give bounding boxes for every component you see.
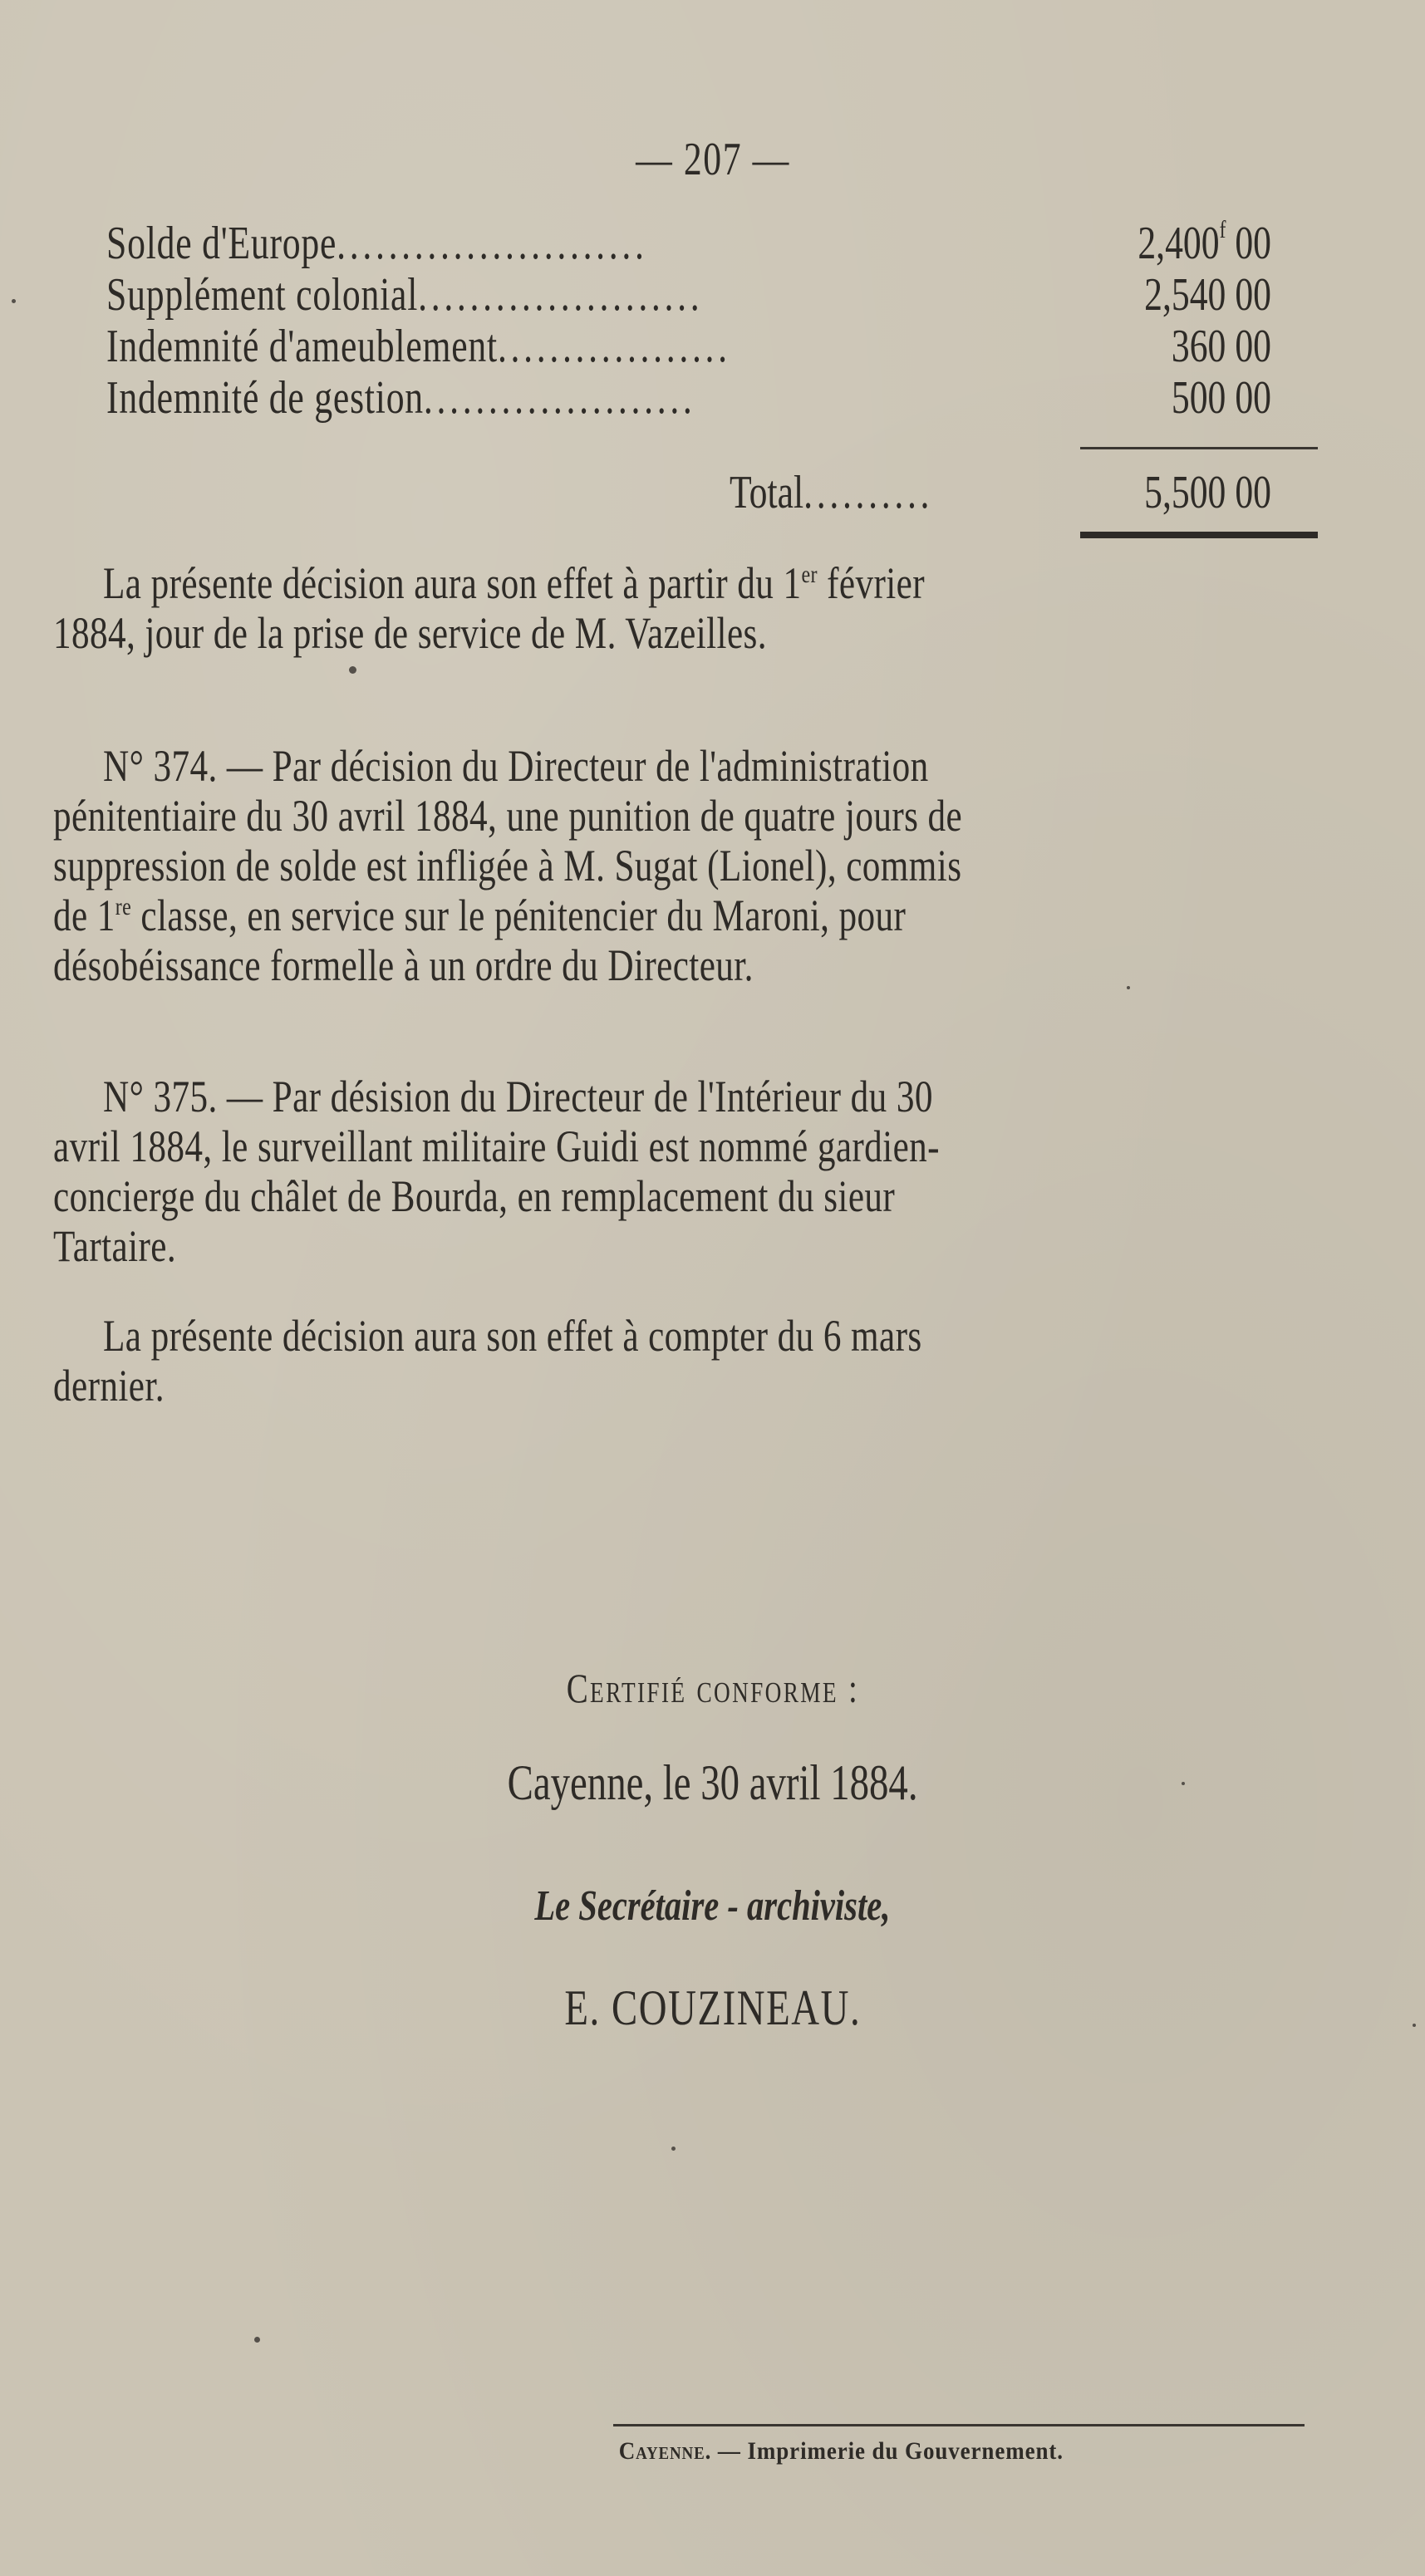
paragraph-text: 1884, jour de la prise de service de M. Vazeilles. bbox=[53, 608, 767, 658]
currency-unit: f bbox=[1219, 216, 1226, 243]
footer-rule bbox=[613, 2424, 1305, 2426]
paragraph-text: concierge du châlet de Bourda, en remplacement du sieur bbox=[53, 1171, 896, 1221]
paragraph-text: de 1 bbox=[53, 891, 115, 940]
ledger-amount: 2,400 bbox=[1138, 218, 1220, 269]
printer-imprint bbox=[0, 2437, 1425, 2466]
certification-heading: Certifié conforme : bbox=[566, 1665, 859, 1711]
leader-dots: ..................... bbox=[423, 372, 696, 424]
paragraph-text: avril 1884, le surveillant militaire Guidi est nommé gardien- bbox=[53, 1121, 940, 1171]
paragraph-text: désobéissance formelle à un ordre du Directeur. bbox=[53, 940, 754, 990]
paragraph-text: Tartaire. bbox=[53, 1221, 177, 1271]
ledger-amount: 360 bbox=[1171, 321, 1226, 372]
paragraph-text: dernier. bbox=[53, 1361, 165, 1411]
imprint-printer: Imprimerie du Gouvernement. bbox=[747, 2437, 1064, 2465]
paragraph-text: février bbox=[817, 558, 926, 608]
leader-dots: .................. bbox=[497, 321, 731, 372]
total-row bbox=[106, 465, 1336, 520]
paper-speck bbox=[254, 2337, 260, 2343]
superscript: er bbox=[801, 561, 818, 588]
paper-speck bbox=[349, 666, 356, 674]
total-cents: 00 bbox=[1235, 467, 1271, 518]
total-amount: 5,500 bbox=[1144, 467, 1226, 518]
ledger-cents: 00 bbox=[1235, 218, 1271, 269]
paragraph-text: La présente décision aura son effet à compter du 6 mars bbox=[103, 1311, 922, 1361]
paragraph-text: suppression de solde est infligée à M. Sugat (Lionel), commis bbox=[53, 841, 962, 891]
ledger-amount: 500 bbox=[1171, 372, 1226, 424]
total-rule bbox=[1080, 532, 1318, 538]
page-number: — 207 — bbox=[635, 134, 790, 185]
ledger-label: Indemnité de gestion bbox=[106, 372, 424, 424]
imprint-separator: — bbox=[711, 2437, 748, 2465]
decision-375-effect bbox=[53, 1311, 1333, 1411]
leader-dots: .......... bbox=[803, 467, 934, 518]
ledger-cents: 00 bbox=[1235, 269, 1271, 321]
effect-paragraph bbox=[53, 558, 1333, 658]
ledger-cents: 00 bbox=[1235, 321, 1271, 372]
paragraph-text: N° 375. — Par désision du Directeur de l'Intérieur du 30 bbox=[103, 1072, 933, 1121]
ledger-label: Indemnité d'ameublement bbox=[106, 321, 498, 372]
decision-374 bbox=[53, 741, 1333, 990]
superscript: re bbox=[115, 893, 132, 920]
paper-speck bbox=[12, 299, 16, 303]
paper-speck bbox=[1182, 1782, 1185, 1785]
place-date: Cayenne, le 30 avril 1884. bbox=[507, 1755, 918, 1810]
ledger-label: Supplément colonial bbox=[106, 269, 419, 321]
ledger-amount: 2,540 bbox=[1144, 269, 1226, 321]
subtotal-rule bbox=[1080, 447, 1318, 449]
signatory-name: E. COUZINEAU. bbox=[564, 1980, 861, 2035]
paper-speck bbox=[1413, 2024, 1416, 2027]
ledger-row bbox=[106, 372, 1336, 424]
ledger-row bbox=[106, 218, 1336, 269]
paper-speck bbox=[1127, 986, 1130, 989]
salary-ledger bbox=[106, 218, 1336, 424]
leader-dots: ........................ bbox=[337, 218, 648, 269]
ledger-cents: 00 bbox=[1235, 372, 1271, 424]
paragraph-text: pénitentiaire du 30 avril 1884, une punition de quatre jours de bbox=[53, 791, 963, 841]
total-label: Total bbox=[730, 467, 804, 518]
signatory-role: Le Secrétaire - archiviste, bbox=[534, 1882, 891, 1930]
leader-dots: ...................... bbox=[418, 269, 704, 321]
ledger-row bbox=[106, 269, 1336, 321]
imprint-city: Cayenne. bbox=[618, 2437, 712, 2465]
decision-375 bbox=[53, 1072, 1333, 1271]
paragraph-text: classe, en service sur le pénitencier du Maroni, pour bbox=[131, 891, 907, 940]
paragraph-text: N° 374. — Par décision du Directeur de l'administration bbox=[103, 741, 929, 791]
ledger-label: Solde d'Europe bbox=[106, 218, 337, 269]
paper-speck bbox=[671, 2147, 676, 2151]
paragraph-text: La présente décision aura son effet à partir du 1 bbox=[103, 558, 802, 608]
ledger-row bbox=[106, 321, 1336, 372]
